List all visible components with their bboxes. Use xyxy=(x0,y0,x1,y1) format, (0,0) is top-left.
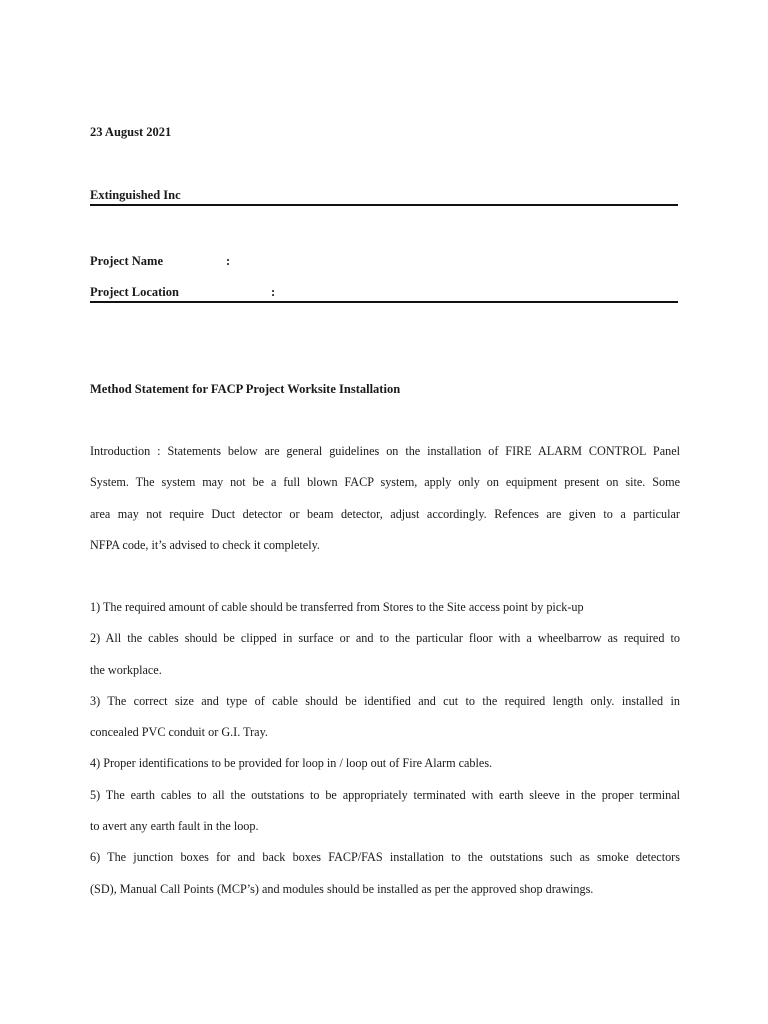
step-5: 5) The earth cables to all the outstations to be appropriately terminated with earth sleeve in the proper terminal xyxy=(90,787,680,802)
intro-line: NFPA code, it’s advised to check it completely. xyxy=(90,537,320,552)
steps-list xyxy=(90,592,680,905)
step-5-cont: to avert any earth fault in the loop. xyxy=(90,819,259,834)
project-location-colon: : xyxy=(271,285,276,299)
introduction-paragraph xyxy=(90,436,680,561)
project-divider xyxy=(90,301,678,303)
step-4: 4) Proper identifications to be provided for loop in / loop out of Fire Alarm cables. xyxy=(90,756,493,771)
step-1: 1) The required amount of cable should be transferred from Stores to the Site access point by pick-up xyxy=(90,600,584,614)
intro-line: area may not require Duct detector or beam detector, adjust accordingly. Refences are given to a particular xyxy=(90,506,680,521)
step-2: 2) All the cables should be clipped in surface or and to the particular floor with a wheelbarrow as required to xyxy=(90,631,680,646)
project-name-colon: : xyxy=(226,254,231,268)
company-name: Extinguished Inc xyxy=(90,188,181,202)
step-6: 6) The junction boxes for and back boxes FACP/FAS installation to the outstations such as smoke detectors xyxy=(90,850,680,865)
document-title: Method Statement for FACP Project Worksite Installation xyxy=(90,382,401,396)
company-divider xyxy=(90,204,678,206)
step-3-cont: concealed PVC conduit or G.I. Tray. xyxy=(90,725,268,740)
document-date: 23 August 2021 xyxy=(90,125,172,139)
project-location-label: Project Location xyxy=(90,285,179,299)
step-3: 3) The correct size and type of cable should be identified and cut to the required length only. installed in xyxy=(90,693,680,708)
project-name-label: Project Name xyxy=(90,254,163,268)
step-6-cont: (SD), Manual Call Points (MCP’s) and modules should be installed as per the approved shop drawings. xyxy=(90,881,594,896)
step-2-cont: the workplace. xyxy=(90,662,162,677)
intro-line: System. The system may not be a full blown FACP system, apply only on equipment present on site. Some xyxy=(90,475,680,490)
intro-line: Introduction : Statements below are general guidelines on the installation of FIRE ALARM CONTROL Panel xyxy=(90,444,680,458)
